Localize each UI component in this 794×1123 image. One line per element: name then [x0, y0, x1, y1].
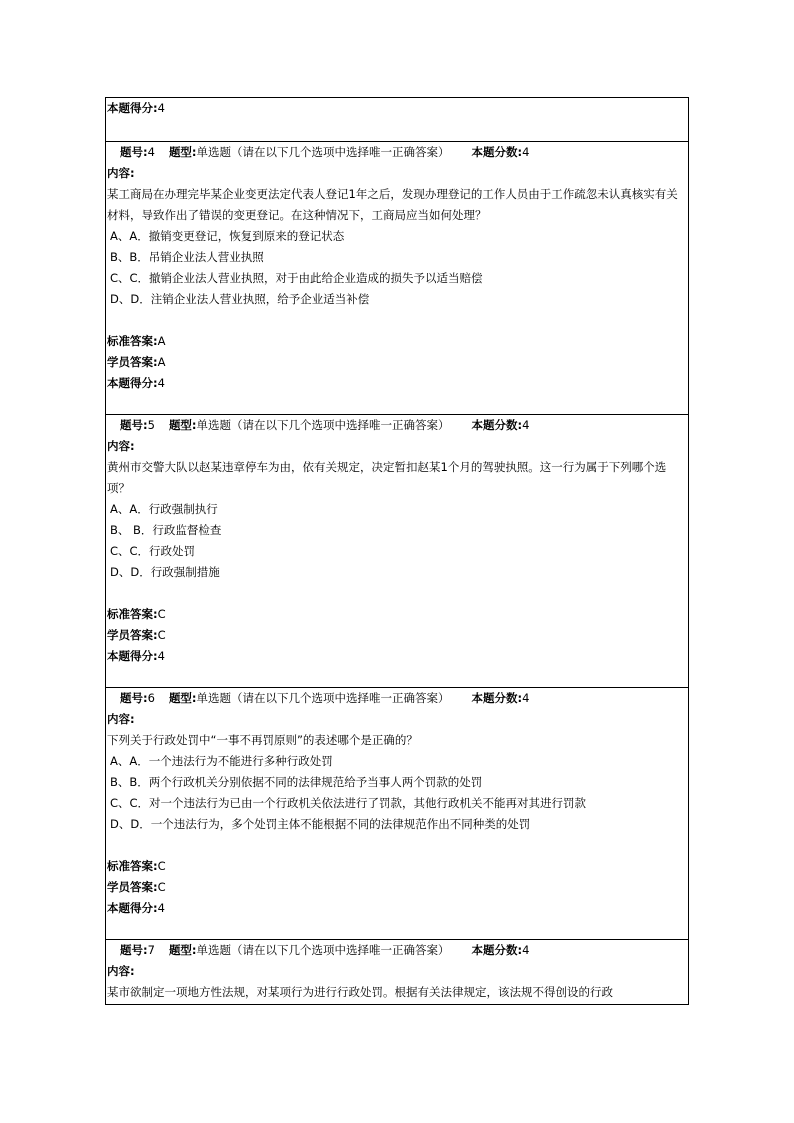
- earned-value: 4: [157, 376, 165, 390]
- exam-answer-sheet: [105, 97, 689, 1005]
- question-score-label: 本题分数:: [471, 418, 523, 432]
- student-answer-label: 学员答案:: [107, 628, 158, 642]
- option-c: C、C．对一个违法行为已由一个行政机关依法进行了罚款，其他行政机关不能再对其进行罚款: [110, 796, 587, 810]
- student-answer: C: [157, 628, 166, 642]
- earned-score-row: [107, 898, 687, 919]
- question-score-label: 本题分数:: [471, 691, 523, 705]
- standard-answer: A: [157, 334, 166, 348]
- standard-answer-row: [107, 856, 687, 877]
- question-number: 6: [147, 691, 155, 705]
- option-b: B、B．吊销企业法人营业执照: [110, 250, 264, 264]
- option-a: A、A．行政强制执行: [110, 502, 218, 516]
- option-c: C、C．行政处罚: [110, 544, 196, 558]
- earned-label: 本题得分:: [107, 376, 158, 390]
- question-number-label: 题号:: [120, 691, 148, 705]
- content-label-row: [107, 163, 687, 184]
- earned-label: 本题得分:: [107, 901, 158, 915]
- question-text: 下列关于行政处罚中“一事不再罚原则”的表述哪个是正确的？: [107, 733, 418, 747]
- option-a: A、A．一个违法行为不能进行多种行政处罚: [110, 754, 333, 768]
- standard-answer: C: [157, 607, 166, 621]
- question-score-label: 本题分数:: [471, 943, 523, 957]
- question-meta-row: [107, 415, 687, 436]
- question-number-label: 题号:: [120, 943, 148, 957]
- content-label: 内容:: [107, 439, 135, 453]
- earned-score-row: [107, 98, 687, 119]
- earned-value: 4: [157, 901, 165, 915]
- question-type: 单选题（请在以下几个选项中选择唯一正确答案）: [196, 691, 450, 705]
- question-block-4: [105, 141, 689, 414]
- question-type-label: 题型:: [168, 145, 197, 159]
- earned-label: 本题得分:: [107, 649, 158, 663]
- earned-score-row: [107, 646, 687, 667]
- question-number: 7: [147, 943, 155, 957]
- standard-answer-label: 标准答案:: [107, 859, 158, 873]
- question-score-label: 本题分数:: [471, 145, 523, 159]
- option-b: B、B．两个行政机关分别依据不同的法律规范给予当事人两个罚款的处罚: [110, 775, 483, 789]
- question-block-7: [105, 939, 689, 1005]
- question-type-label: 题型:: [168, 943, 197, 957]
- question-type: 单选题（请在以下几个选项中选择唯一正确答案）: [196, 418, 450, 432]
- student-answer: C: [157, 880, 166, 894]
- question-type: 单选题（请在以下几个选项中选择唯一正确答案）: [196, 943, 450, 957]
- option-d: D、D．行政强制措施: [110, 565, 220, 579]
- question-type-label: 题型:: [168, 418, 197, 432]
- option-d: D、D．注销企业法人营业执照，给予企业适当补偿: [110, 292, 370, 306]
- question-meta-row: [107, 142, 687, 163]
- question-number-label: 题号:: [120, 418, 148, 432]
- question-text: 黄州市交警大队以赵某违章停车为由，依有关规定，决定暂扣赵某1个月的驾驶执照。这一行为属于下列哪个选项？: [107, 460, 667, 495]
- question-type-label: 题型:: [168, 691, 197, 705]
- question-score: 4: [522, 691, 530, 705]
- option-a: A、A．撤销变更登记，恢复到原来的登记状态: [110, 229, 345, 243]
- question-number-label: 题号:: [120, 145, 148, 159]
- question-score: 4: [522, 943, 530, 957]
- question-meta-row: [107, 688, 687, 709]
- student-answer-row: [107, 352, 687, 373]
- earned-label: 本题得分:: [107, 101, 158, 115]
- question-block-prev: [105, 97, 689, 141]
- standard-answer-label: 标准答案:: [107, 334, 158, 348]
- question-number: 4: [147, 145, 155, 159]
- student-answer-label: 学员答案:: [107, 355, 158, 369]
- option-b: B、 B．行政监督检查: [110, 523, 222, 537]
- earned-value: 4: [157, 649, 165, 663]
- content-label: 内容:: [107, 166, 135, 180]
- question-text: 某工商局在办理完毕某企业变更法定代表人登记1年之后，发现办理登记的工作人员由于工作疏忽未认真核实有关材料，导致作出了错误的变更登记。在这种情况下，工商局应当如何处理？: [107, 187, 678, 222]
- student-answer-row: [107, 625, 687, 646]
- standard-answer-label: 标准答案:: [107, 607, 158, 621]
- student-answer-row: [107, 877, 687, 898]
- standard-answer: C: [157, 859, 166, 873]
- question-score: 4: [522, 418, 530, 432]
- standard-answer-row: [107, 604, 687, 625]
- student-answer-label: 学员答案:: [107, 880, 158, 894]
- option-c: C、C．撤销企业法人营业执照，对于由此给企业造成的损失予以适当赔偿: [110, 271, 483, 285]
- question-text: 某市欲制定一项地方性法规，对某项行为进行行政处罚。根据有关法律规定，该法规不得创设的行政: [107, 985, 613, 999]
- content-label-row: [107, 961, 687, 982]
- question-score: 4: [522, 145, 530, 159]
- question-number: 5: [147, 418, 155, 432]
- question-block-6: [105, 687, 689, 939]
- option-d: D、D．一个违法行为，多个处罚主体不能根据不同的法律规范作出不同种类的处罚: [110, 817, 531, 831]
- question-type: 单选题（请在以下几个选项中选择唯一正确答案）: [196, 145, 450, 159]
- earned-value: 4: [157, 101, 165, 115]
- question-block-5: [105, 414, 689, 687]
- content-label-row: [107, 436, 687, 457]
- earned-score-row: [107, 373, 687, 394]
- content-label-row: [107, 709, 687, 730]
- content-label: 内容:: [107, 712, 135, 726]
- question-meta-row: [107, 940, 687, 961]
- content-label: 内容:: [107, 964, 135, 978]
- student-answer: A: [157, 355, 166, 369]
- standard-answer-row: [107, 331, 687, 352]
